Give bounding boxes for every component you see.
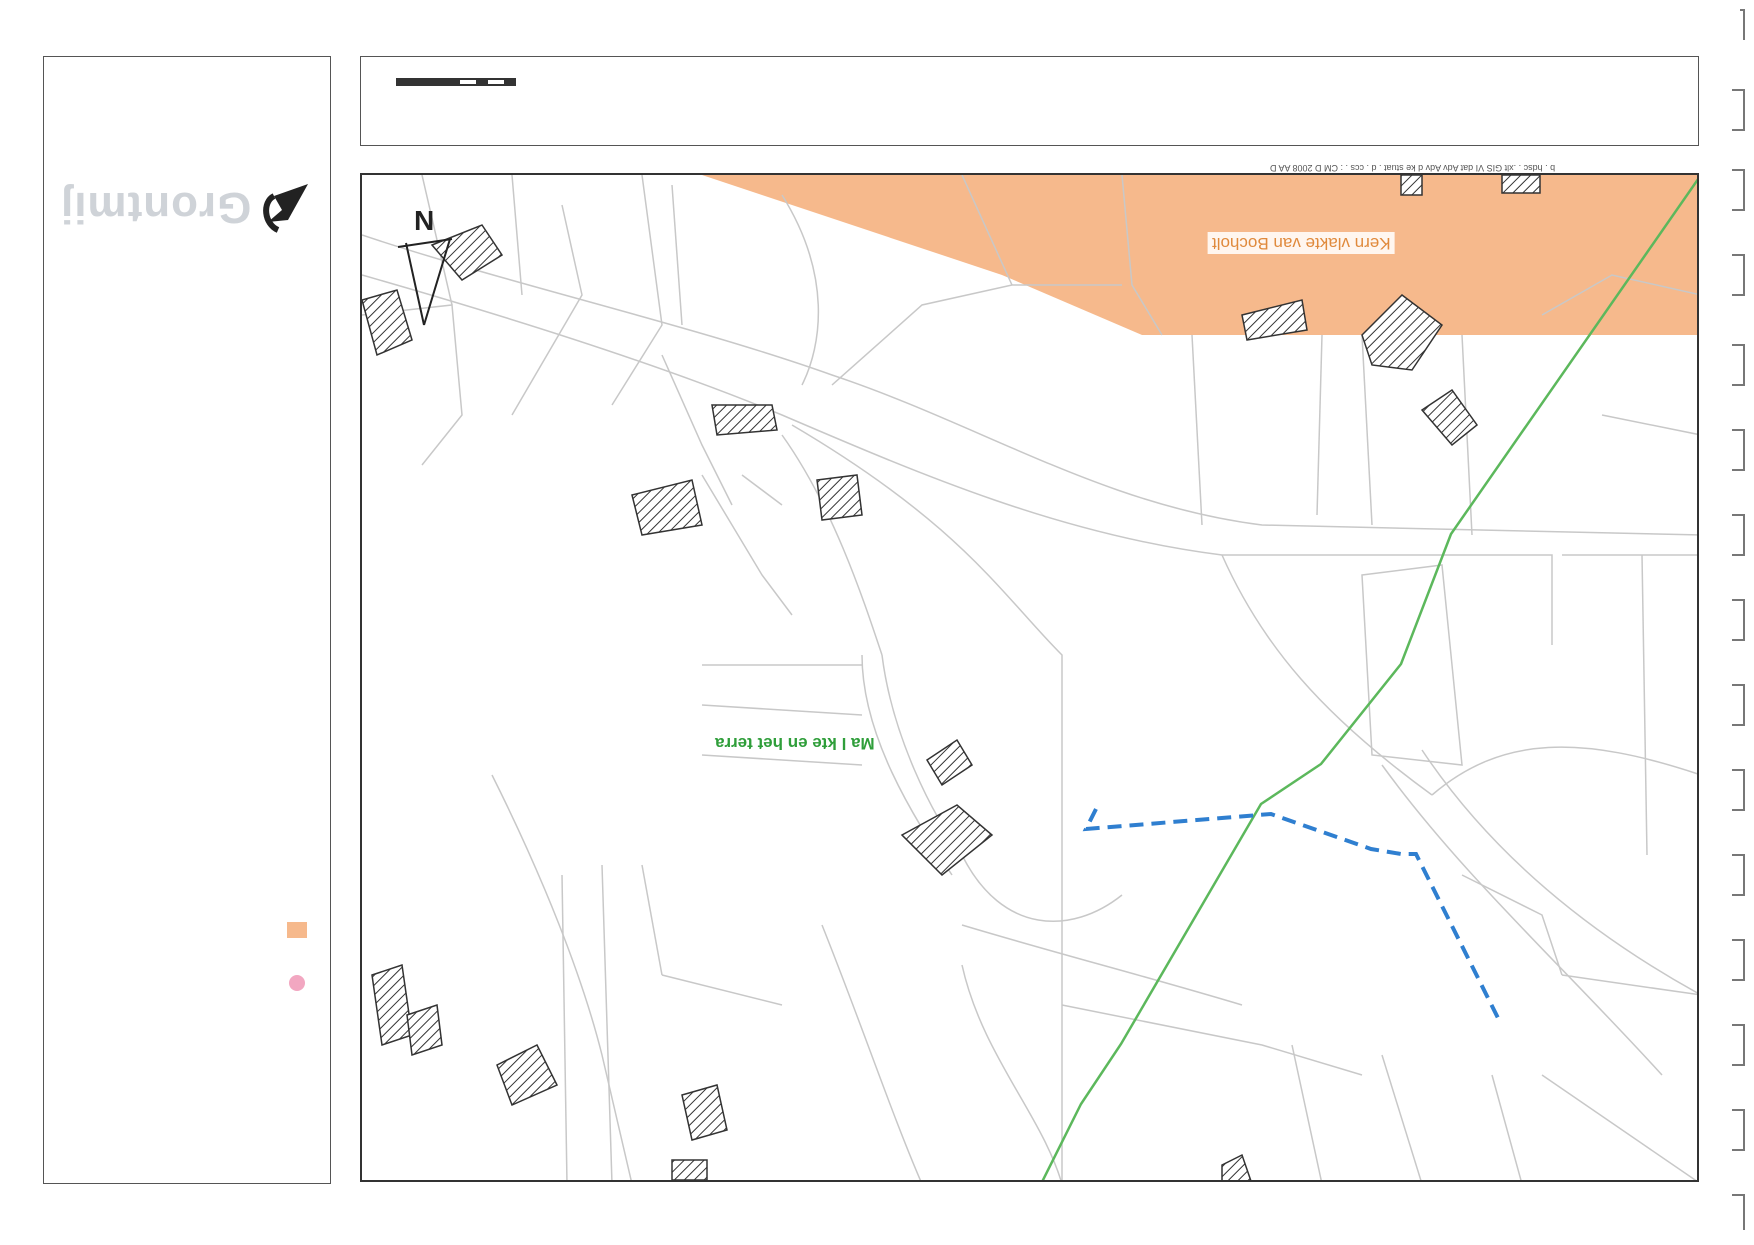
project-boundary [1086,809,1501,1024]
north-label: N [414,205,435,236]
grontmij-logo-icon [258,176,314,246]
page-edge-marks [1722,0,1752,1240]
legend-swatch-pink [289,975,305,991]
legend-swatch-orange [287,922,307,938]
zone-label: Kern vlakte van Bocholt [1208,232,1395,254]
map-canvas[interactable] [360,173,1699,1182]
green-line-label: Ma l kte en het terra [715,734,875,753]
scale-bar [396,78,516,86]
map-info-strip: b . hdsc . .xlt GIS VI dat Adv Adv d ke stuat . d . ccs . : CM D 2008 AA D [1270,163,1556,173]
map-svg [362,175,1699,1182]
title-box [360,56,1699,146]
logo-text: Grontmij [60,183,252,232]
